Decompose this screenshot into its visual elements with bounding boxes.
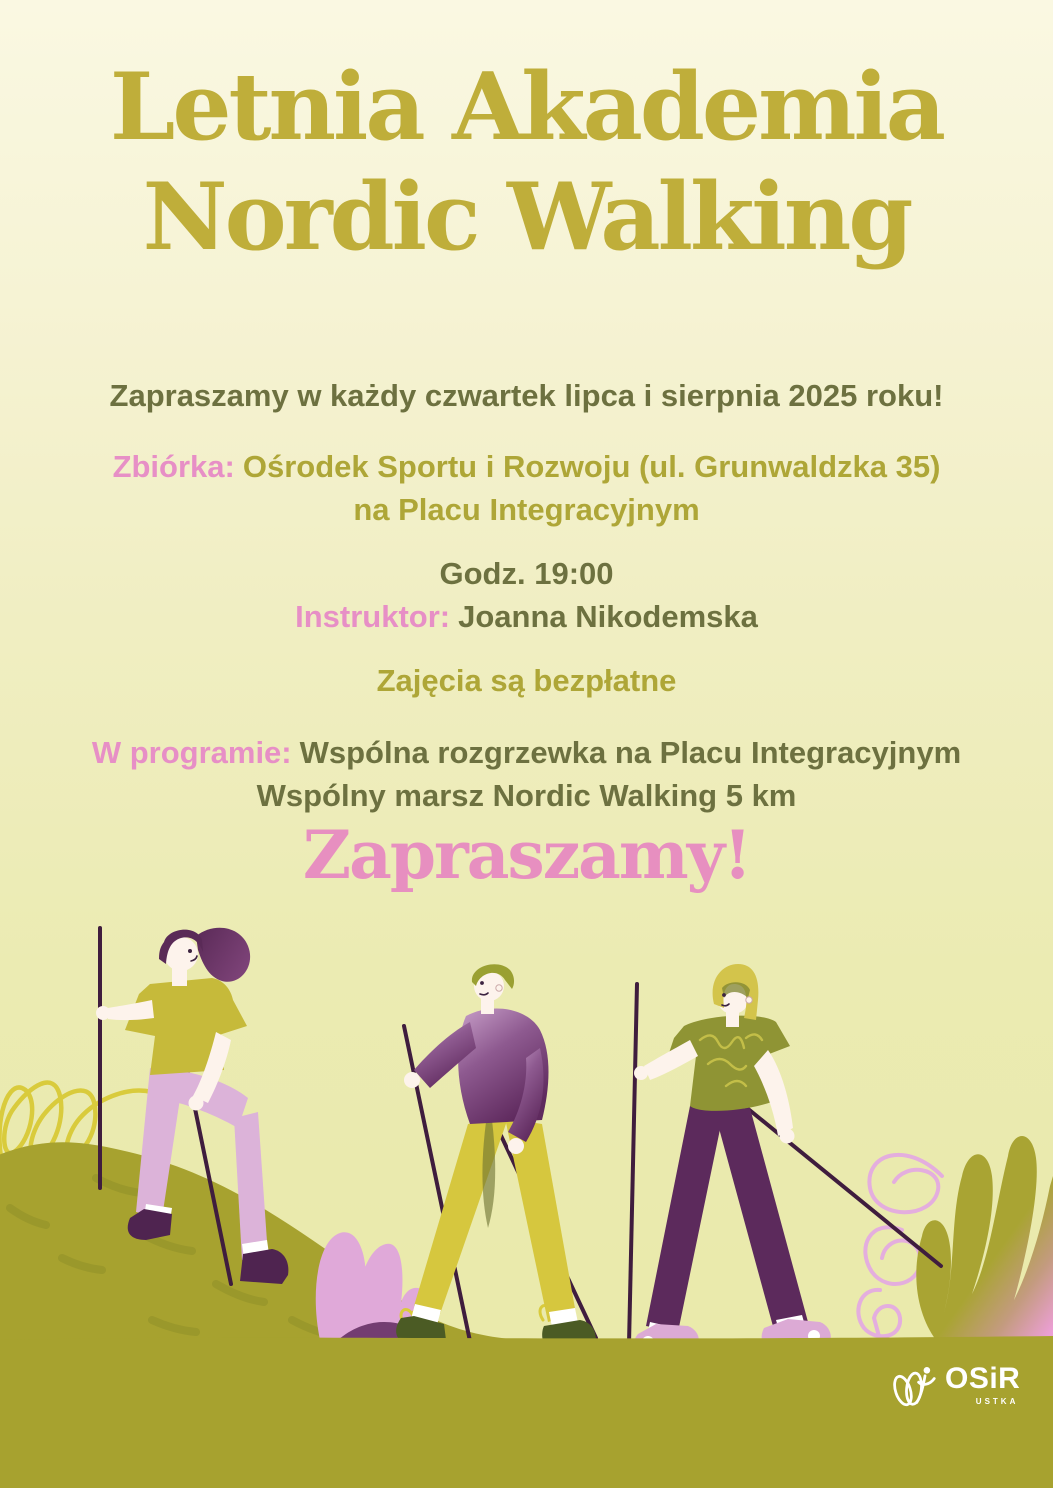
osir-logo-icon: [891, 1358, 937, 1412]
free-note-text: Zajęcia są bezpłatne: [376, 663, 677, 698]
title-line-2: Nordic Walking: [142, 161, 911, 271]
program-line: [0, 732, 1053, 818]
meeting-value: Ośrodek Sportu i Rozwoju (ul. Grunwaldzka 35): [242, 449, 941, 484]
time-text: Godz. 19:00: [439, 556, 614, 591]
walker-man: [396, 964, 596, 1350]
meeting-line: [0, 446, 1053, 532]
time-line: [0, 553, 1053, 639]
title-line-1: Letnia Akademia: [109, 52, 944, 161]
osir-logo: [891, 1358, 1020, 1412]
walker-woman-bob: [629, 964, 941, 1353]
meeting-label: Zbiórka:: [112, 449, 235, 484]
program-item1: Wspólna rozgrzewka na Placu Integracyjnym: [299, 735, 962, 770]
instructor-label: Instruktor:: [295, 598, 451, 634]
poster-title: [0, 52, 1053, 271]
program-label: W programie:: [91, 735, 292, 770]
instructor-value: Joanna Nikodemska: [458, 598, 758, 634]
right-plant: [916, 1136, 1053, 1340]
intro-text: Zapraszamy w każdy czwartek lipca i sierpnia 2025 roku!: [109, 378, 944, 413]
osir-logo-name: OSiR: [945, 1361, 1021, 1395]
free-note-line: [0, 660, 1053, 703]
program-item2: Wspólny marsz Nordic Walking 5 km: [256, 777, 797, 813]
closing-text: Zapraszamy!: [302, 816, 751, 894]
intro-line: [0, 375, 1053, 418]
osir-logo-subtitle: ustka: [975, 1394, 1019, 1407]
meeting-value-line2: na Placu Integracyjnym: [353, 491, 700, 527]
osir-logo-text: [945, 1361, 1021, 1407]
